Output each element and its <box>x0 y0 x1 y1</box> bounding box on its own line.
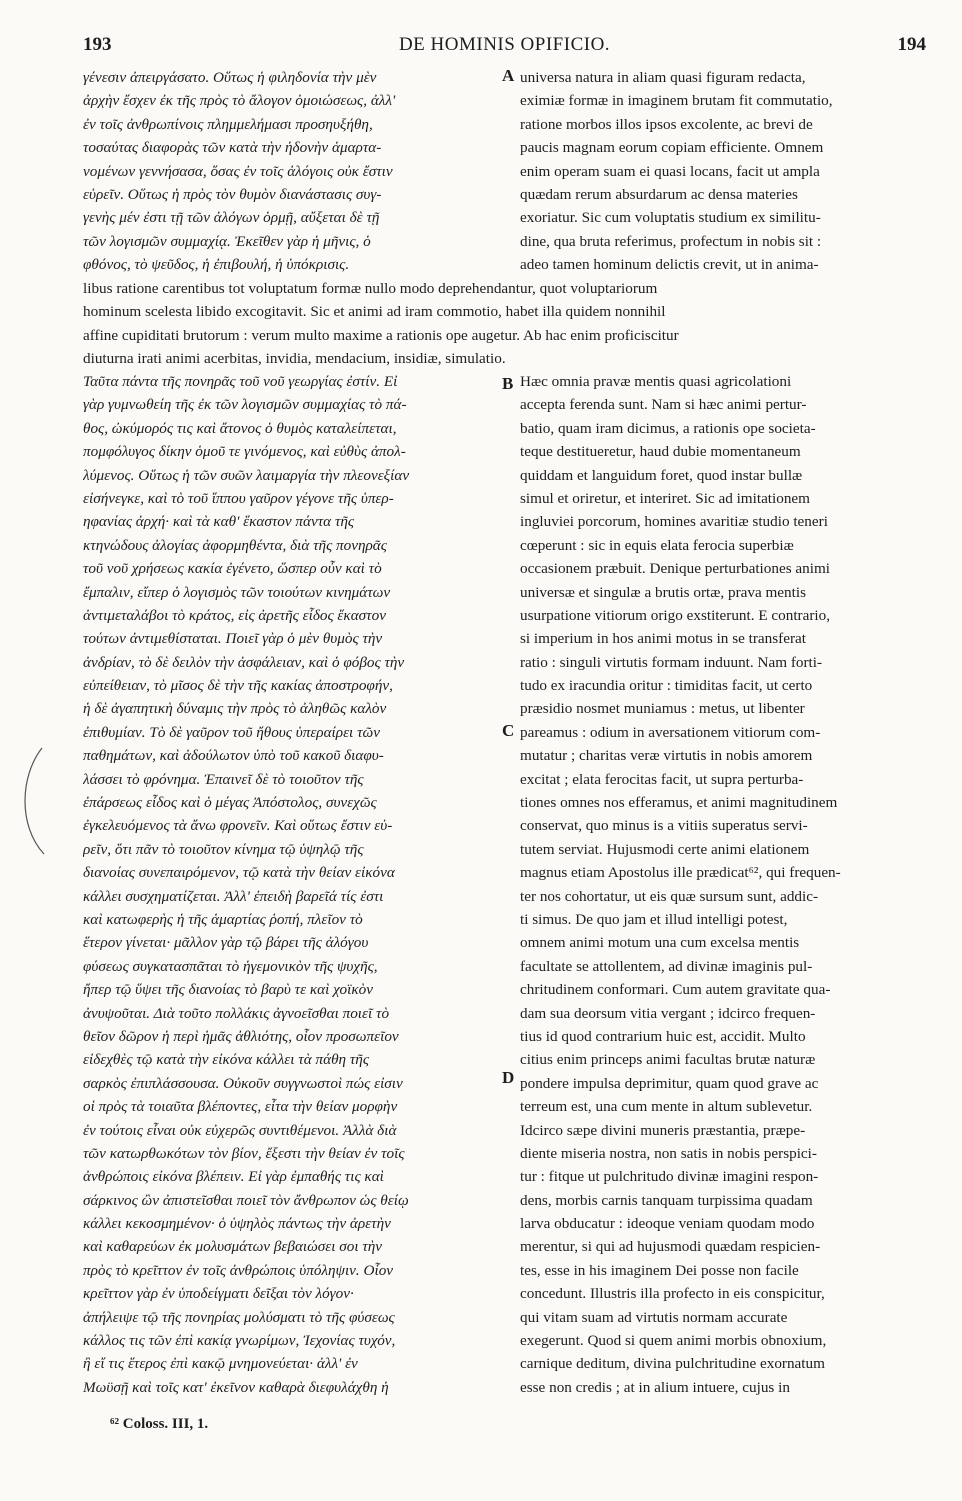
latin-text-line: magnus etiam Apostolus ille prædicat⁶², qui frequen- <box>520 864 841 882</box>
latin-text-line: larva obducatur : ideoque veniam quodam modo <box>520 1215 815 1233</box>
latin-text-line: pondere impulsa deprimitur, quam quod grave ac <box>520 1074 819 1092</box>
latin-text-line: concedunt. Illustris illa profecto in eis conspicitur, <box>520 1285 825 1303</box>
latin-text-line: tius id quod contrarium huic est, accidit. Multo <box>520 1027 806 1045</box>
greek-text-line: παθημάτων, καὶ ἀδούλωτον ὑπὸ τοῦ κακοῦ διαφυ- <box>83 747 384 765</box>
greek-text-line: γενὴς μέν ἐστι τῇ τῶν ἀλόγων ὁρμῇ, αὔξεται δὲ τῇ <box>83 209 380 227</box>
latin-text-line: pareamus : odium in aversationem vitiorum com- <box>520 723 821 741</box>
greek-text-line: τοσαύτας διαφορὰς τῶν κατὰ τὴν ἡδονὴν ἁμαρτα- <box>83 139 382 157</box>
page-number-right: 194 <box>897 34 926 55</box>
greek-text-line: πρὸς τὸ κρεῖττον ἐν τοῖς ἀνθρώποις ὑπόληψιν. Οἷον <box>83 1261 394 1279</box>
greek-text-line: τῶν λογισμῶν συμμαχίᾳ. Ἐκεῖθεν γὰρ ἡ μῆνις, ὁ <box>83 232 371 250</box>
latin-text-line: accepta ferenda sunt. Nam si hæc animi pertur- <box>520 396 807 414</box>
greek-text-line: ἐν τοῖς ἀνθρωπίνοις πλημμελήμασι προσηυξήθη, <box>83 115 373 133</box>
section-marker-a: A <box>502 66 515 85</box>
greek-text-line: τῶν κατωρθωκότων τὸν βίον, ἔξεστι τὴν θείαν ἐν τοῖς <box>83 1144 405 1162</box>
latin-text-line: tutem serviat. Hujusmodi certe animi elationem <box>520 840 810 858</box>
greek-text-line: ἔμπαλιν, εἴπερ ὁ λογισμὸς τῶν τοιούτων κινημάτων <box>83 583 391 601</box>
latin-text-line: universa natura in aliam quasi figuram redacta, <box>520 69 806 86</box>
greek-text-line: ἐν τούτοις εἶναι οὐκ εὐχερῶς συντιθέμενοι. Ἀλλὰ διὰ <box>83 1121 397 1139</box>
latin-text-line: tiones omnes nos efferamus, et animi magnitudinem <box>520 794 838 812</box>
latin-text-line: exoriatur. Sic cum voluptatis studium ex similitu- <box>520 209 821 227</box>
latin-text-line: diuturna irati animi acerbitas, invidia, mendacium, insidiæ, simulatio. <box>83 350 506 368</box>
greek-text-line: σαρκὸς ἐπιπλάσσουσα. Οὐκοῦν συγγνωστοὶ πώς εἰσιν <box>83 1074 403 1092</box>
greek-text-line: εἰσήνεγκε, καὶ τὸ τοῦ ἵππου γαῦρον γέγονε τῆς ὑπερ- <box>83 489 394 507</box>
footnote: ⁶² Coloss. III, 1. <box>110 1416 209 1432</box>
latin-text-line: occasionem præbuit. Denique perturbationes animi <box>520 560 830 578</box>
latin-text-line: carnique deditum, divina pulchritudine exornatum <box>520 1355 825 1373</box>
latin-text-line: cœperunt : sic in equis elata ferocia superbiæ <box>520 536 794 554</box>
greek-text-line: τοῦ νοῦ χρήσεως κακία ἐγένετο, ὥσπερ οὖν καὶ τὸ <box>83 560 382 578</box>
latin-text-line: dine, qua bruta referimus, profectum in nobis sit : <box>520 232 822 250</box>
latin-text-line: præsidio nosmet muniamus : metus, ut libenter <box>520 700 805 718</box>
greek-text-line: διανοίας συνεπαιρόμενον, τῷ κατὰ τὴν θείαν εἰκόνα <box>83 864 395 882</box>
latin-text-line: chritudinem conformari. Cum autem gravitate qua- <box>520 981 831 999</box>
greek-text-line: κρεῖττον γὰρ ἐν ὑποδείγματι δεῖξαι τὸν λόγον· <box>83 1285 354 1303</box>
greek-text-line: ἀνυψοῦται. Διὰ τοῦτο πολλάκις ἀγνοεῖσθαι ποιεῖ τὸ <box>83 1004 390 1022</box>
latin-text-line: teque destitueretur, haud dubie momentaneum <box>520 443 801 461</box>
greek-text-line: τούτων ἀντιμεθίσταται. Ποιεῖ γὰρ ὁ μὲν θυμὸς τὴν <box>83 630 383 648</box>
latin-text-line: adeo tamen hominum delictis crevit, ut in anima- <box>520 256 819 274</box>
greek-text-line: κάλλει συσχηματίζεται. Ἀλλ' ἐπειδὴ βαρεῖά τίς ἐστι <box>83 887 384 905</box>
latin-full-width-paragraph <box>83 277 928 371</box>
greek-text-line: ἀπήλειψε τῷ τῆς πονηρίας μολύσματι τὸ τῆς φύσεως <box>83 1308 395 1326</box>
latin-text-line: ratione morbos illos ipsos excolente, ac brevi de <box>520 115 813 133</box>
greek-text-line: ηφανίας ἀρχή· καὶ τὰ καθ' ἕκαστον πάντα τῆς <box>83 513 355 531</box>
greek-text-line: ἀρχὴν ἔσχεν ἐκ τῆς πρὸς τὸ ἄλογον ὁμοιώσεως, ἀλλ' <box>83 92 396 110</box>
latin-text-line: exegerunt. Quod si quem animi morbis obnoxium, <box>520 1332 827 1350</box>
greek-text-line: ἐπάρσεως εἶδος καὶ ὁ μέγας Ἀπόστολος, συνεχῶς <box>83 794 377 812</box>
greek-text-line: καὶ καθαρεύων ἐκ μολυσμάτων βεβαιώσει σοι τὴν <box>83 1238 383 1256</box>
latin-text-line: hominum scelesta libido excogitavit. Sic et animi ad iram commotio, habet illa quidem nonnihil <box>83 303 666 321</box>
latin-text-line: quiddam et languidum foret, quod instar bullæ <box>520 466 803 484</box>
greek-text-line: γένεσιν ἀπειργάσατο. Οὕτως ἡ φιληδονία τὴν μὲν <box>83 69 377 86</box>
greek-text-line: Μωϋσῇ καὶ τοῖς κατ' ἐκεῖνον καθαρὰ διεφυλάχθη ἡ <box>83 1378 389 1396</box>
greek-text-line: ἀνθρώποις εἰκόνα βλέπειν. Εἰ γὰρ ἐμπαθής τις καὶ <box>83 1168 384 1186</box>
greek-text-line: πομφόλυγος δίκην ὁμοῦ τε γινόμενος, καὶ εὐθὺς ἀπολ- <box>83 443 406 461</box>
greek-text-line: οἱ πρὸς τὰ τοιαῦτα βλέποντες, εἶτα τὴν θείαν μορφὴν <box>83 1098 398 1116</box>
latin-text-line: ingluviei porcorum, homines avaritiæ studio teneri <box>520 513 828 531</box>
latin-text-line: excitat ; elata ferocitas facit, ut supra perturba- <box>520 770 804 788</box>
latin-text-line: eximiæ formæ in imaginem brutam fit commutatio, <box>520 92 833 110</box>
latin-text-line: mutatur ; charitas veræ virtutis in nobis amorem <box>520 747 813 765</box>
latin-text-line: tes, esse in his imaginem Dei posse non facile <box>520 1261 799 1279</box>
latin-text-line: batio, quam iram dicimus, a rationis ope societa- <box>520 419 816 437</box>
greek-text-line: θεῖον δῶρον ἡ περὶ ἡμᾶς ἀθλιότης, οἷον προσωπεῖον <box>83 1027 399 1045</box>
greek-text-line: ἢ εἴ τις ἕτερος ἐπὶ κακῷ μνημονεύεται· ἀλλ' ἐν <box>83 1355 358 1373</box>
latin-column-b <box>520 370 925 1399</box>
latin-text-line: Hæc omnia pravæ mentis quasi agricolationi <box>520 373 792 390</box>
latin-text-line: qui vitam suam ad virtutis normam accurate <box>520 1308 788 1326</box>
margin-bracket-mark <box>12 746 52 856</box>
latin-text-line: libus ratione carentibus tot voluptatum formæ nullo modo deprehendantur, quot voluptariorum <box>83 280 658 297</box>
latin-text-line: si imperium in hos animi motus in se transferat <box>520 630 806 648</box>
greek-text-line: ἀντιμεταλάβοι τὸ κράτος, εἰς ἀρετῆς εἶδος ἕκαστον <box>83 606 386 624</box>
greek-text-line: ἕτερον γίνεται· μᾶλλον γὰρ τῷ βάρει τῆς ἀλόγου <box>83 934 369 952</box>
greek-text-line: ἐγκελευόμενος τὰ ἄνω φρονεῖν. Καὶ οὕτως ἔστιν εὑ- <box>83 817 393 835</box>
greek-text-line: κτηνώδους ἀλογίας ἀφορμηθέντα, διὰ τῆς πονηρᾶς <box>83 536 387 554</box>
latin-text-line: enim operam suam ei quasi locans, facit ut ampla <box>520 162 820 180</box>
latin-text-line: omnem animi motum una cum excelsa mentis <box>520 934 800 952</box>
latin-column-a <box>520 66 925 277</box>
greek-text-line: ἀνδρίαν, τὸ δὲ δειλὸν τὴν ἀσφάλειαν, καὶ ὁ φόβος τὴν <box>83 653 405 671</box>
section-marker-b: B <box>502 374 514 393</box>
latin-text-line: paucis magnam eorum copiam efficiente. Omnem <box>520 139 824 157</box>
greek-text-line: ἐπιθυμίαν. Τὸ δὲ γαῦρον τοῦ ἤθους ὑπεραίρει τῶν <box>83 723 380 741</box>
greek-text-line: εὐπείθειαν, τὸ μῖσος δὲ τὴν τῆς κακίας ἀποστροφήν, <box>83 677 393 695</box>
page-number-left: 193 <box>83 34 112 55</box>
latin-text-line: conservat, quo minus is a vitiis superatus servi- <box>520 817 808 835</box>
latin-text-line: esse non credis ; at in alium intuere, cujus in <box>520 1378 790 1396</box>
greek-text-line: φύσεως συγκατασπᾶται τὸ ἡγεμονικὸν τῆς ψυχῆς, <box>83 957 378 975</box>
greek-text-line: νομένων γεννήσασα, ὅσας ἐν τοῖς ἀλόγοις οὐκ ἔστιν <box>83 162 393 180</box>
greek-text-line: καὶ κατωφερὴς ἡ τῆς ἁμαρτίας ῥοπή, πλεῖον τὸ <box>83 910 363 928</box>
greek-text-line: εὑρεῖν. Οὕτως ἡ πρὸς τὸν θυμὸν διανάστασις συγ- <box>83 185 382 203</box>
latin-text-line: universæ et singulæ a brutis ortæ, prava mentis <box>520 583 806 601</box>
latin-text-line: simul et oriretur, et interiret. Sic ad imitationem <box>520 489 810 507</box>
running-title: DE HOMINIS OPIFICIO. <box>398 34 611 55</box>
latin-text-line: dens, morbis carnis tanquam turpissima quadam <box>520 1191 813 1209</box>
latin-text-line: tudo ex iracundia oritur : timiditas facit, ut certo <box>520 677 813 695</box>
latin-text-line: facultate se attollentem, ad divinæ imaginis pul- <box>520 957 813 975</box>
greek-text-line: ρεῖν, ὅτι πᾶν τὸ τοιοῦτον κίνημα τῷ ὑψηλῷ τῆς <box>83 840 364 858</box>
greek-column-b <box>83 370 503 1399</box>
latin-text-line: terreum est, una cum mente in altum sublevetur. <box>520 1098 813 1116</box>
greek-text-line: λάσσει τὸ φρόνημα. Ἐπαινεῖ δὲ τὸ τοιοῦτον τῆς <box>83 770 364 788</box>
running-header <box>83 34 926 60</box>
greek-column-a <box>83 66 503 277</box>
latin-text-line: Idcirco sæpe divini muneris præstantia, præpe- <box>520 1121 806 1139</box>
latin-text-line: affine cupiditati brutorum : verum multo maxime a rationis ope augetur. Ab hac enim proficiscitur <box>83 326 679 344</box>
greek-text-line: θος, ὠκύμορός τις καὶ ἄτονος ὁ θυμὸς καταλείπεται, <box>83 419 397 437</box>
greek-text-line: κάλλος τις τῶν ἐπὶ κακίᾳ γνωρίμων, Ἰεχονίας τυχόν, <box>83 1332 396 1350</box>
greek-text-line: λύμενος. Οὕτως ἡ τῶν συῶν λαιμαργία τὴν πλεονεξίαν <box>83 466 410 484</box>
latin-text-line: citius enim princeps animi facultas brutæ naturæ <box>520 1051 816 1069</box>
greek-text-line: φθόνος, τὸ ψεῦδος, ἡ ἐπιβουλή, ἡ ὑπόκρισις. <box>83 256 350 274</box>
latin-text-line: diente miseria nostra, non satis in nobis perspici- <box>520 1144 817 1162</box>
greek-text-line: εἰδεχθὲς τῷ κατὰ τὴν εἰκόνα κάλλει τὰ πάθη τῆς <box>83 1051 369 1069</box>
latin-text-line: merentur, si qui ad hujusmodi quædam respicien- <box>520 1238 821 1256</box>
latin-text-line: usurpatione vitiorum origo exstiterunt. E contrario, <box>520 606 831 624</box>
latin-text-line: tur : fitque ut pulchritudo divinæ imagini respon- <box>520 1168 819 1186</box>
greek-text-line: σάρκινος ὢν ἀπιστεῖσθαι ποιεῖ τὸν ἄνθρωπον ὡς θείῳ <box>83 1191 409 1209</box>
greek-text-line: Ταῦτα πάντα τῆς πονηρᾶς τοῦ νοῦ γεωργίας ἐστίν. Εἰ <box>83 373 398 390</box>
greek-text-line: ἡ δὲ ἀγαπητικὴ δύναμις τὴν πρὸς τὸ ἀληθῶς καλὸν <box>83 700 387 718</box>
latin-text-line: ter nos cohortatur, ut eis quæ sursum sunt, addic- <box>520 887 819 905</box>
section-marker-c: C <box>502 721 515 740</box>
latin-text-line: ratio : singuli virtutis formam induunt. Nam forti- <box>520 653 823 671</box>
section-marker-d: D <box>502 1068 515 1087</box>
latin-text-line: dam sua deorsum vitia vergant ; idcirco frequen- <box>520 1004 816 1022</box>
greek-text-line: κάλλει κεκοσμημένον· ὁ ὑψηλὸς πάντως τὴν ἀρετὴν <box>83 1215 391 1233</box>
greek-text-line: γὰρ γυμνωθείη τῆς ἐκ τῶν λογισμῶν συμμαχίας τὸ πά- <box>83 396 407 414</box>
greek-text-line: ἤπερ τῷ ὕψει τῆς διανοίας τὸ βαρὺ τε καὶ χοϊκὸν <box>83 981 373 999</box>
latin-text-line: ti simus. De quo jam et illud intelligi potest, <box>520 910 788 928</box>
latin-text-line: quædam rerum absurdarum ac densa materies <box>520 185 798 203</box>
